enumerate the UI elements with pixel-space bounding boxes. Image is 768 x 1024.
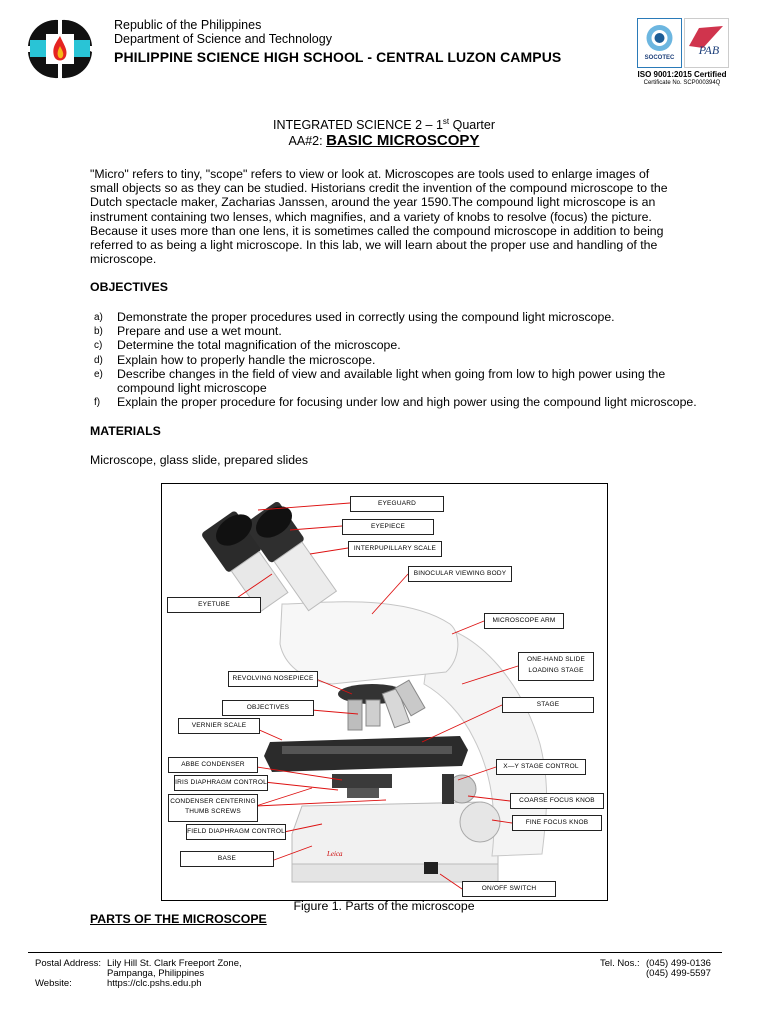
list-text: Explain the proper procedure for focusing under low and high power using the compound light microscope. [117,395,697,410]
svg-text:SOCOTEC: SOCOTEC [644,55,675,61]
list-text: Determine the total magnification of the microscope. [117,338,401,353]
course-superscript: st [442,117,450,126]
list-letter: d) [94,354,103,366]
label-base: BASE [180,851,274,867]
website-link[interactable]: https://clc.pshs.edu.ph [107,978,202,989]
postal-label: Postal Address: [35,958,102,969]
list-text: Prepare and use a wet mount. [117,324,282,339]
label-binocular-viewing-body: BINOCULAR VIEWING BODY [408,566,512,582]
label-one-hand-slide-loading-stage: ONE-HAND SLIDE LOADING STAGE [518,652,594,681]
activity-title [0,132,768,149]
list-letter: b) [94,326,103,338]
list-item [94,338,714,352]
label-revolving-nosepiece: REVOLVING NOSEPIECE [228,671,318,687]
list-text: Explain how to properly handle the microscope. [117,352,376,367]
list-item [94,353,714,367]
materials-heading: MATERIALS [90,424,161,438]
header-text [114,18,624,67]
label-fine-focus-knob: FINE FOCUS KNOB [512,815,602,831]
label-eyepiece: EYEPIECE [342,519,434,535]
label-interpupillary-scale: INTERPUPILLARY SCALE [348,541,442,557]
label-condenser-centering-thumb-screws: CONDENSER CENTERING THUMB SCREWS [168,794,258,822]
list-text: Describe changes in the field of view and available light when going from low to high power using the compound light microscope [117,366,666,396]
list-item [94,395,714,409]
list-item [94,324,714,338]
label-eyeguard: EYEGUARD [350,496,444,512]
tel-number-2: (045) 499-5597 [646,968,711,979]
label-coarse-focus-knob: COARSE FOCUS KNOB [510,793,604,809]
list-text: Demonstrate the proper procedures used in correctly using the compound light microscope. [117,310,615,324]
label-field-diaphragm-control: FIELD DIAPHRAGM CONTROL [186,824,286,840]
course-name: INTEGRATED SCIENCE 2 – 1 [272,118,443,133]
label-microscope-arm: MICROSCOPE ARM [484,613,564,629]
label-eyetube: EYETUBE [167,597,261,613]
label-abbe-condenser: ABBE CONDENSER [168,757,258,773]
certificate-number: Certificate No. SCP000394Q [643,80,721,86]
svg-text:Leica: Leica [327,850,343,858]
website-label: Website: [35,978,72,989]
activity-name: BASIC MICROSCOPY [326,132,480,149]
label-stage: STAGE [502,697,594,713]
list-letter: c) [94,340,103,352]
course-quarter: Quarter [449,118,496,133]
objectives-list [94,310,714,409]
materials-text: Microscope, glass slide, prepared slides [90,453,309,467]
department-line: Department of Science and Technology [114,32,332,46]
list-item [94,310,714,324]
iso-certified: ISO 9001:2015 Certified [637,70,727,79]
list-item [94,367,714,395]
label-iris-diaphragm-control: IRIS DIAPHRAGM CONTROL [174,775,268,791]
microscope-figure [161,483,608,901]
footer-divider [28,952,722,953]
certification-badges [637,18,729,68]
certification-block [634,18,730,88]
svg-text:PAB: PAB [698,43,720,57]
tel-label: Tel. Nos.: [600,958,640,969]
objectives-heading: OBJECTIVES [90,280,168,294]
list-letter: e) [94,368,103,380]
label-vernier-scale: VERNIER SCALE [178,718,260,734]
parts-heading: PARTS OF THE MICROSCOPE [90,912,267,926]
course-title [0,117,768,132]
postal-line-1: Lily Hill St. Clark Freeport Zone, [107,958,242,969]
postal-line-2: Pampanga, Philippines [107,968,205,979]
country-line: Republic of the Philippines [114,18,262,32]
tel-number-1: (045) 499-0136 [646,958,711,969]
intro-paragraph: "Micro" refers to tiny, "scope" refers to view or look at. Microscopes are tools used to enlarge images of small objects so as they can be studied. Historians credit the invention of the compound microscope to the Dutch spectacle maker, Zacharias Janssen, around the year 1590.The compound light microscope is an instrument containing two lenses, which magnifies, and a variety of knobs to resolve (focus) the picture. Because it uses more than one lens, it is sometimes called the compound microscope in addition to being referred to as being a light microscope. In this lab, we will learn about the proper use and handling of the microscope. [90,167,668,267]
list-letter: f) [94,397,101,409]
list-letter: a) [94,312,103,323]
pshs-logo [24,18,96,80]
figure-caption: Figure 1. Parts of the microscope [293,899,475,913]
label-xy-stage-control: X—Y STAGE CONTROL [496,759,586,775]
school-name: PHILIPPINE SCIENCE HIGH SCHOOL - CENTRAL LUZON CAMPUS [114,49,562,65]
label-on-off-switch: ON/OFF SWITCH [462,881,556,897]
activity-code: AA#2: [288,134,327,148]
label-objectives: OBJECTIVES [222,700,314,716]
